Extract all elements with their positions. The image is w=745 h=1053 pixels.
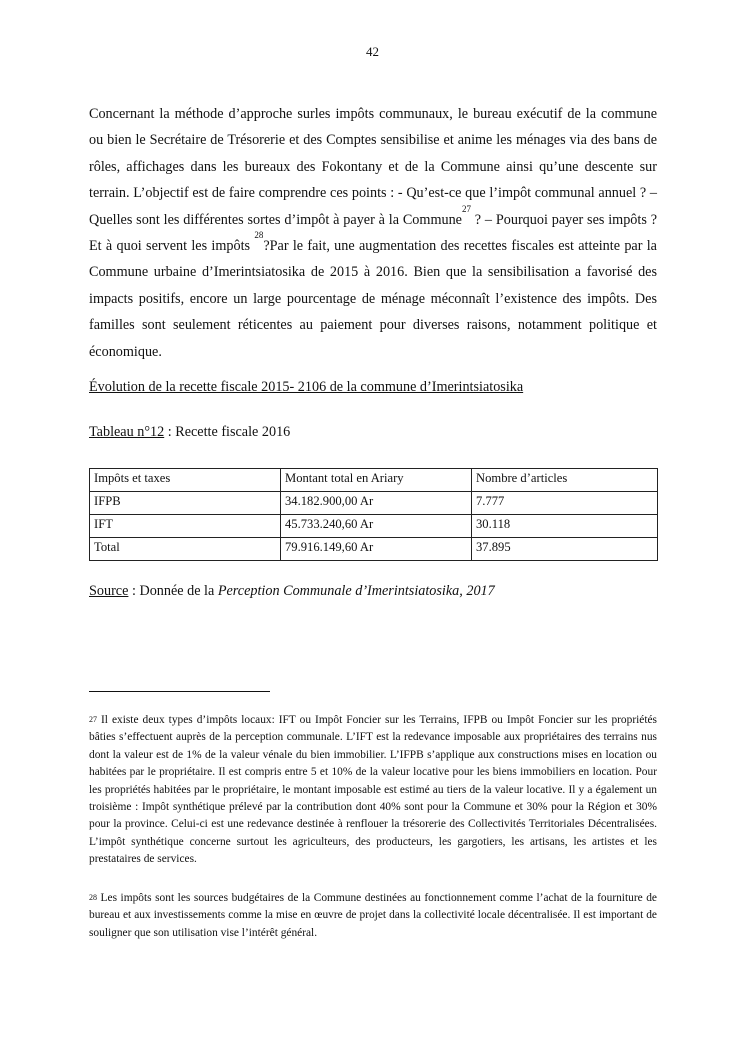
table-cell: 79.916.149,60 Ar [281, 538, 472, 561]
table-row [90, 515, 658, 538]
footnote-text: Il existe deux types d’impôts locaux: IFT ou Impôt Foncier sur les Terrains, IFPB ou Impôt Foncier sur les propriétés bâties s’effectuent auprès de la perception communale. L’IFT est la redevance imposable aux propriétaires des terrains nus dont la valeur est de 1% de la valeur vénale du bien immobilier. L’IFPB s’applique aux constructions mises en location ou habitées par le propriétaire. Il est compris entre 5 et 10% de la valeur locative pour les biens immobiliers en location. Pour les propriétés habitées par le propriétaire, le montant imposable est estimé au tiers de la valeur locative. Il y a également un troisième : Impôt synthétique prélevé par la contribution dont 40% sont pour la Commune et 30% pour la Région et 30% pour la province. Celui-ci est une redevance destinée à renflouer la trésorerie des Collectivités Territoriales Décentralisées. L’impôt synthétique concerne surtout les agriculteurs, des producteurs, les gargotiers, les artisans, les artistes et les prestataires de services. [89, 714, 657, 866]
table-header-row [90, 469, 658, 492]
footnote-separator [89, 691, 270, 692]
table-cell: IFPB [90, 492, 281, 515]
table-cell: 37.895 [472, 538, 658, 561]
table-header-cell: Impôts et taxes [90, 469, 281, 492]
table-row [90, 492, 658, 515]
footnote-ref-27[interactable]: 27 [461, 203, 471, 214]
table-caption-text: : Recette fiscale 2016 [164, 424, 291, 440]
source-line [89, 583, 495, 600]
table-row [90, 538, 658, 561]
source-title: Perception Communale d’Imerintsiatosika, 2017 [217, 583, 495, 599]
footnote-28 [89, 890, 657, 942]
table-cell: Total [90, 538, 281, 561]
footnote-number: 28 [89, 893, 97, 902]
table-header-cell: Montant total en Ariary [281, 469, 472, 492]
paragraph-text: ?Par le fait, une augmentation des recettes fiscales est atteinte par la Commune urbaine d’Imerintsiatosika de 2015 à 2016. Bien que la sensibilisation a favorisé des impacts positifs, encore un large pourcentage de ménage méconnaît l’existence des impôts. Des familles sont seulement réticentes au paiement pour diverses raisons, notamment politique et économique. [89, 238, 657, 360]
table-cell: 34.182.900,00 Ar [281, 492, 472, 515]
footnote-number: 27 [89, 715, 97, 724]
footnote-ref-28[interactable]: 28 [254, 230, 264, 241]
paragraph-text: ? – Pourquoi payer ses impôts ? Et à quoi servent les impôts [89, 211, 657, 255]
footnote-27 [89, 712, 657, 869]
table-cell: IFT [90, 515, 281, 538]
source-text: : Donnée de la [128, 583, 218, 599]
table-header-cell: Nombre d’articles [472, 469, 658, 492]
paragraph-text: Concernant la méthode d’approche surles impôts communaux, le bureau exécutif de la commune ou bien le Secrétaire de Trésorerie et des Comptes sensibilise et anime les ménages via des bans de rôles, affichages dans les bureaux des Fokontany et de la Commune ainsi qu’une descente sur terrain. L’objectif est de faire comprendre ces points : - Qu’est-ce que l’impôt communal annuel ? –Quelles sont les différentes sortes d’impôt à payer à la Commune [89, 106, 657, 228]
table-cell: 45.733.240,60 Ar [281, 515, 472, 538]
footnote-text: Les impôts sont les sources budgétaires de la Commune destinées au fonctionnement comme l’achat de la fourniture de bureau et aux investissements comme la mise en œuvre de projet dans la collectivité locale décentralisée. Il est important de souligner que son utilisation vise l’intérêt général. [89, 892, 657, 939]
table-caption-label: Tableau n°12 [89, 424, 165, 440]
table-caption [89, 424, 290, 441]
table-cell: 7.777 [472, 492, 658, 515]
body-paragraph [89, 101, 657, 365]
section-heading: Évolution de la recette fiscale 2015- 2106 de la commune d’Imerintsiatosika [89, 379, 524, 395]
source-label: Source [89, 583, 129, 599]
revenue-table [89, 468, 658, 561]
page-number: 42 [366, 44, 379, 59]
table-cell: 30.118 [472, 515, 658, 538]
